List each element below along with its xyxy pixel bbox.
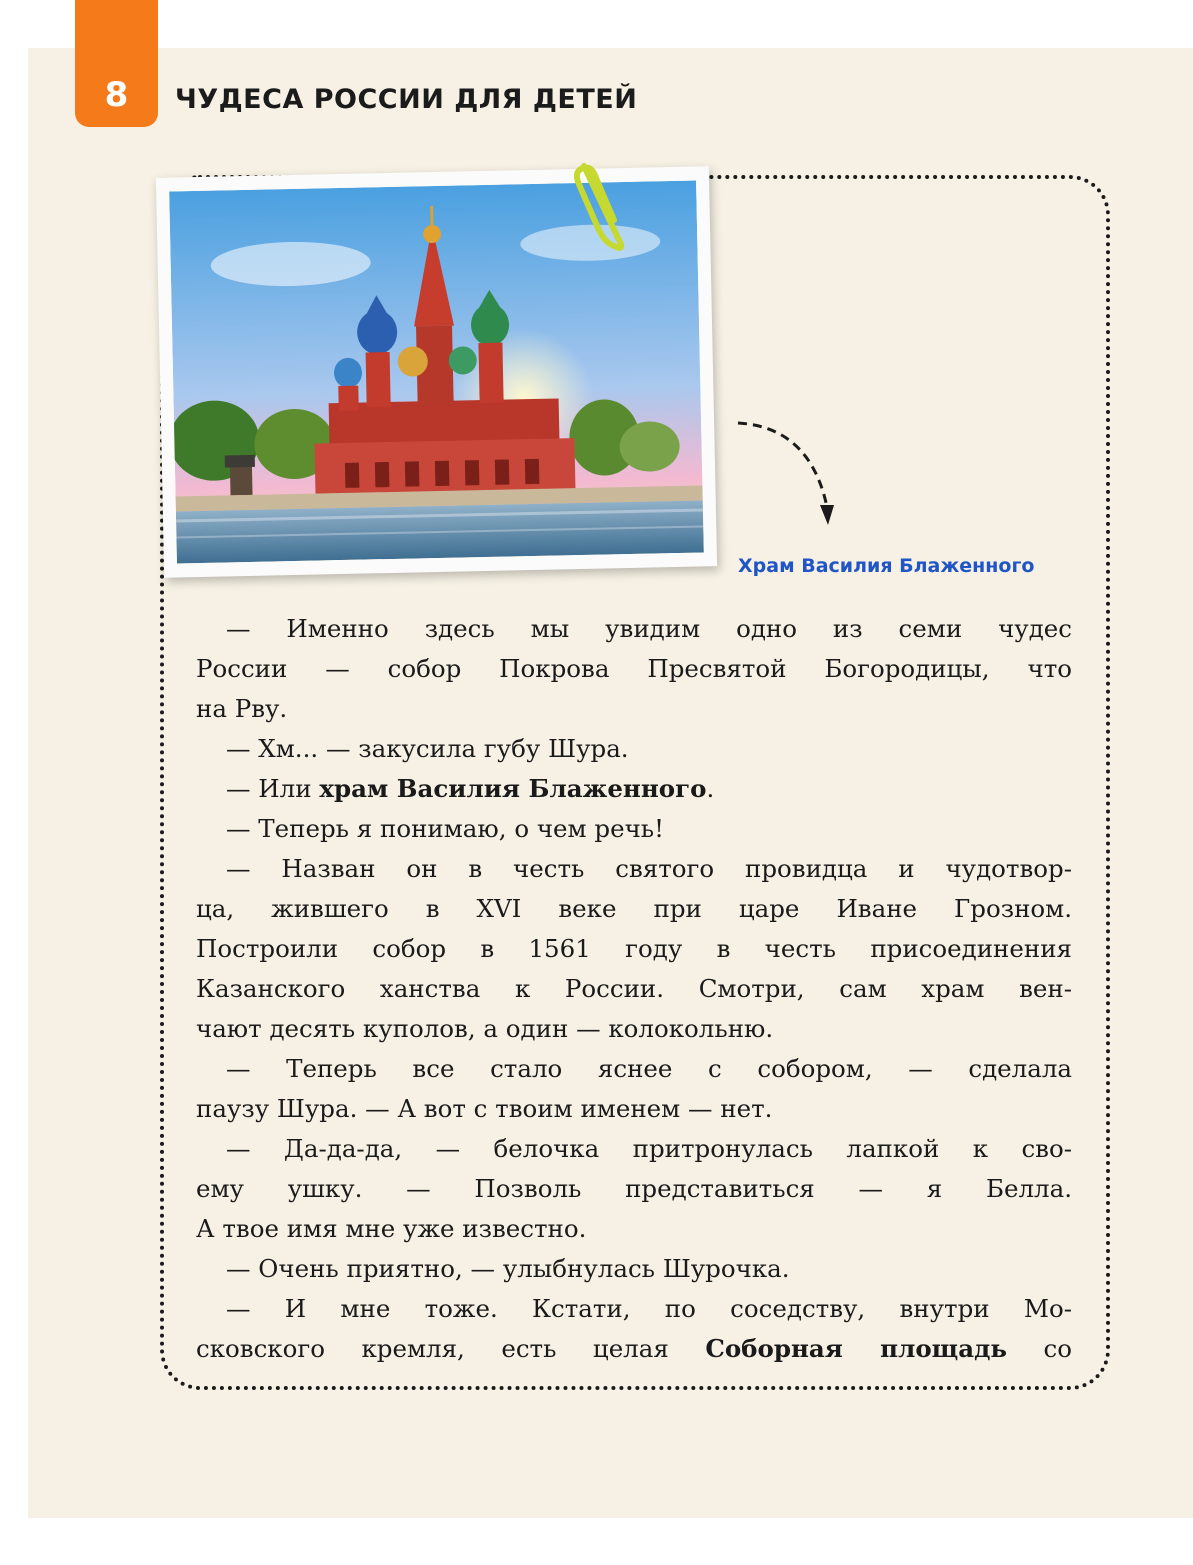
text-line: ца, жившего в XVI веке при царе Иване Грозном. bbox=[196, 894, 1072, 923]
text-line: — Хм... — закусила губу Шура. bbox=[226, 734, 629, 763]
bold-term: храм Василия Блаженного bbox=[319, 774, 707, 803]
text-line: паузу Шура. — А вот с твоим именем — нет. bbox=[196, 1094, 773, 1123]
text-line: — Именно здесь мы увидим одно из семи чудес bbox=[226, 614, 1072, 643]
text-line bbox=[196, 1329, 1072, 1369]
text-line: Казанского ханства к России. Смотри, сам храм вен- bbox=[196, 974, 1072, 1003]
text-run: сковского кремля, есть целая bbox=[196, 1334, 706, 1363]
curved-arrow-icon bbox=[730, 415, 850, 530]
paperclip-icon bbox=[570, 158, 640, 253]
text-line: — И мне тоже. Кстати, по соседству, внутри Мо- bbox=[226, 1294, 1072, 1323]
text-line: — Да-да-да, — белочка притронулась лапкой к сво- bbox=[226, 1134, 1072, 1163]
photo-caption: Храм Василия Блаженного bbox=[738, 555, 1035, 577]
text-line: Построили собор в 1561 году в честь присоединения bbox=[196, 934, 1072, 963]
text-line: России — собор Покрова Пресвятой Богородицы, что bbox=[196, 654, 1072, 683]
text-line bbox=[196, 769, 1072, 809]
text-line: А твое имя мне уже известно. bbox=[196, 1214, 587, 1243]
running-title: ЧУДЕСА РОССИИ ДЛЯ ДЕТЕЙ bbox=[175, 84, 638, 115]
text-line: — Теперь все стало яснее с собором, — сделала bbox=[226, 1054, 1072, 1083]
text-line: — Очень приятно, — улыбнулась Шурочка. bbox=[226, 1254, 790, 1283]
text-run: со bbox=[1007, 1334, 1073, 1363]
text-line: — Назван он в честь святого провидца и чудотвор- bbox=[226, 854, 1072, 883]
text-line: на Рву. bbox=[196, 694, 288, 723]
text-run: . bbox=[706, 774, 715, 803]
text-line: — Теперь я понимаю, о чем речь! bbox=[226, 814, 664, 843]
text-line: ему ушку. — Позволь представиться — я Белла. bbox=[196, 1174, 1072, 1203]
bold-term: Соборная площадь bbox=[705, 1334, 1008, 1363]
text-run: — Или bbox=[226, 774, 320, 803]
page-number: 8 bbox=[75, 0, 158, 127]
body-text bbox=[196, 609, 1072, 1369]
text-line: чают десять куполов, а один — колокольню. bbox=[196, 1014, 774, 1043]
